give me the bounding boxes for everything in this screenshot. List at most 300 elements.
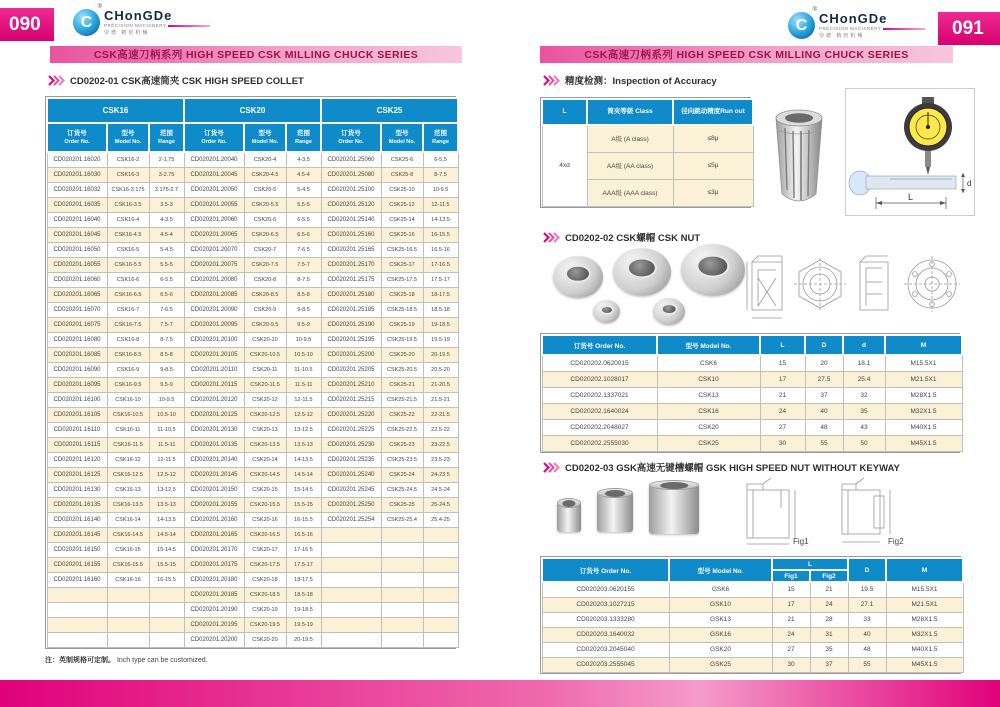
collet-cell: CSK16-6.5 [107, 287, 149, 302]
collet-cell: CD020201.16105 [47, 407, 107, 422]
gsk-cell: 31 [810, 627, 848, 642]
globe-icon: C ® [788, 12, 815, 39]
collet-cell: CSK20-17.5 [244, 557, 286, 572]
collet-cell: CSK25-10 [381, 182, 423, 197]
collet-cell: CD020201.16160 [47, 572, 107, 587]
collet-cell: CD020201.16100 [47, 392, 107, 407]
collet-cell: 11.5-11 [286, 377, 321, 392]
collet-cell: CD020201.16055 [47, 257, 107, 272]
collet-cell: 22.5-22 [423, 422, 458, 437]
section-title-text: 精度检测：Inspection of Accuracy [565, 76, 717, 87]
collet-cell: 12.5-12 [286, 407, 321, 422]
collet-row [47, 587, 458, 602]
collet-cell: CSK20-9 [244, 302, 286, 317]
collet-cell [149, 602, 184, 617]
nut-cell: M15.5X1 [885, 355, 962, 371]
dial-gauge-icon [846, 89, 974, 215]
collet-cell: CSK16-9.5 [107, 377, 149, 392]
nut-cell: 32 [843, 387, 885, 403]
collet-cell: CSK20-16.5 [244, 527, 286, 542]
collet-cell: 9-8.5 [149, 362, 184, 377]
collet-cell: 5-4.5 [286, 182, 321, 197]
collet-cell: CSK20-12.5 [244, 407, 286, 422]
collet-row [47, 347, 458, 362]
collet-cell: CSK20-11 [244, 362, 286, 377]
collet-cell: CD020201.25254 [321, 512, 381, 527]
collet-cell: CSK16-8 [107, 332, 149, 347]
nut-cell: 40 [805, 403, 843, 419]
collet-row [47, 362, 458, 377]
nut-header: L [760, 335, 805, 355]
collet-cell: 19.5-19 [423, 332, 458, 347]
gsk-cell: CD020203.1333280 [542, 612, 669, 627]
brand-name: CHonGDe [819, 11, 888, 26]
gsk-header: 型号 Model No. [669, 558, 772, 582]
gsk-cell: CD020203.1640032 [542, 627, 669, 642]
nut-row [542, 371, 962, 387]
runout-diagram [845, 88, 975, 216]
collet-cell: CD020201.25185 [321, 302, 381, 317]
collet-cell [149, 617, 184, 632]
gsk-header-row [542, 558, 963, 570]
collet-cell: CD020201.20125 [184, 407, 244, 422]
collet-cell: CD020201.16145 [47, 527, 107, 542]
collet-cell: 16-15.5 [423, 227, 458, 242]
collet-cell: CD020201.25230 [321, 437, 381, 452]
collet-row [47, 542, 458, 557]
collet-column-header: 型号 Model No. [244, 123, 286, 152]
collet-cell: CSK16-8.5 [107, 347, 149, 362]
collet-cell: 25.4-25 [423, 512, 458, 527]
collet-cell: CSK25-21.5 [381, 392, 423, 407]
section-title-accuracy [543, 73, 717, 87]
gsk-cell: CD020203.2555045 [542, 657, 669, 672]
collet-cell: CD020201.20045 [184, 167, 244, 182]
collet-cell: CSK20-17 [244, 542, 286, 557]
nut-cell: M32X1.5 [885, 403, 962, 419]
collet-cell [423, 527, 458, 542]
nut-cell: 48 [805, 419, 843, 435]
collet-table [45, 96, 456, 649]
collet-cell [321, 542, 381, 557]
nut-cell: 37 [805, 387, 843, 403]
collet-cell [423, 602, 458, 617]
collet-cell: CSK25-8 [381, 167, 423, 182]
collet-cell: 16.5-16 [423, 242, 458, 257]
collet-row [47, 227, 458, 242]
gsk-photo [557, 502, 581, 532]
collet-cell: 6.5-6 [286, 227, 321, 242]
series-banner-left: CSK高速刀柄系列 HIGH SPEED CSK MILLING CHUCK SERIES [50, 46, 462, 63]
nut-photo [653, 298, 685, 325]
gsk-cell: 40 [848, 627, 886, 642]
nut-photo [681, 244, 745, 296]
collet-cell: CSK25-23 [381, 437, 423, 452]
collet-cell: CD020201.20075 [184, 257, 244, 272]
collet-cell: CD020201.20200 [184, 632, 244, 647]
accuracy-runout-aa: ≤5μ [673, 152, 753, 179]
collet-cell: CSK25-17 [381, 257, 423, 272]
collet-cell: CSK25-18 [381, 287, 423, 302]
collet-cell: CSK16-13.5 [107, 497, 149, 512]
collet-cell: 16.5-16 [286, 527, 321, 542]
collet-cell: CD020201.16070 [47, 302, 107, 317]
nut-cell: 21 [760, 387, 805, 403]
collet-cell: CD020201.20135 [184, 437, 244, 452]
collet-cell: 16-15.5 [149, 572, 184, 587]
collet-row [47, 512, 458, 527]
collet-cell: 14-13.5 [286, 452, 321, 467]
collet-cell [321, 557, 381, 572]
gsk-cell: CD020203.1027215 [542, 597, 669, 612]
collet-cell: CD020201.20170 [184, 542, 244, 557]
dim-label-d: d [967, 179, 972, 188]
collet-row [47, 482, 458, 497]
gsk-header: 订货号 Order No. [542, 558, 669, 582]
collet-cell: CD020201.16035 [47, 197, 107, 212]
collet-row [47, 617, 458, 632]
collet-cell: CD020201.16032 [47, 182, 107, 197]
collet-cell: CD020201.25205 [321, 362, 381, 377]
gsk-cell: 33 [848, 612, 886, 627]
brand-logo-right [788, 7, 925, 39]
brand-name-cn: 崇德 精密机械 [819, 33, 865, 39]
nut-cell: 24 [760, 403, 805, 419]
collet-cell: CSK16-7 [107, 302, 149, 317]
collet-cell: CSK25-23.5 [381, 452, 423, 467]
collet-cell: CD020201.20105 [184, 347, 244, 362]
gsk-cell: 21 [810, 582, 848, 597]
gsk-cell: GSK25 [669, 657, 772, 672]
collet-cell: CSK16-3 [107, 167, 149, 182]
collet-cell: 24-23.5 [423, 467, 458, 482]
accuracy-header-row [542, 99, 753, 125]
collet-row [47, 242, 458, 257]
collet-cell: CSK20-9.5 [244, 317, 286, 332]
nut-cell: 15 [760, 355, 805, 371]
collet-cell: CSK20-8 [244, 272, 286, 287]
collet-row [47, 392, 458, 407]
nut-row [542, 435, 962, 451]
collet-cell: CD020201.16065 [47, 287, 107, 302]
chevrons-icon [543, 75, 560, 86]
collet-cell [381, 602, 423, 617]
csk-nut-drawings [742, 248, 964, 324]
nut-cell: CSK6 [657, 355, 760, 371]
brand-name-cn: 崇德 精密机械 [104, 30, 150, 36]
collet-column-header: 范围 Range [286, 123, 321, 152]
collet-cell: 8-7.5 [286, 272, 321, 287]
collet-cell [381, 587, 423, 602]
collet-cell: CD020201.25235 [321, 452, 381, 467]
collet-cell: 8.5-8 [149, 347, 184, 362]
collet-cell: CSK25-20 [381, 347, 423, 362]
accuracy-header-class: 筒夹等级 Class [587, 99, 673, 125]
collet-cell: CD020201.16110 [47, 422, 107, 437]
collet-cell: CD020201.25220 [321, 407, 381, 422]
brand-tagline: PRECISION MACHINERY [819, 26, 882, 31]
collet-group-header: CSK25 [321, 98, 458, 123]
nut-cell: CD020202.2048027 [542, 419, 657, 435]
right-page-number: 091 [938, 12, 1000, 45]
collet-cell: 6.5-6 [149, 287, 184, 302]
collet-cell: CD020201.20100 [184, 332, 244, 347]
collet-cell: CD020201.25120 [321, 197, 381, 212]
collet-cell: CD020201.20120 [184, 392, 244, 407]
gsk-cell: 27.1 [848, 597, 886, 612]
collet-cell: CD020201.16155 [47, 557, 107, 572]
gsk-cell: CD020203.0620155 [542, 582, 669, 597]
collet-cell: 4.5-4 [149, 227, 184, 242]
nut-header: 型号 Model No. [657, 335, 760, 355]
collet-cell [47, 602, 107, 617]
collet-cell: 9.5-9 [286, 317, 321, 332]
gsk-header: M [886, 558, 963, 582]
gsk-header-l: L [772, 558, 848, 570]
collet-cell: 11.5-11 [149, 437, 184, 452]
nut-cell: CD020202.0620015 [542, 355, 657, 371]
section-title-gsk-nut [543, 460, 900, 474]
nut-cell: 50 [843, 435, 885, 451]
collet-cell: CD020201.20055 [184, 197, 244, 212]
collet-cell: 21-20.5 [423, 377, 458, 392]
gsk-cell: 37 [810, 657, 848, 672]
nut-cell: M45X1.5 [885, 435, 962, 451]
collet-cell: 21.5-21 [423, 392, 458, 407]
collet-cell: CD020201.25170 [321, 257, 381, 272]
collet-row [47, 287, 458, 302]
collet-cell: CSK25-6 [381, 152, 423, 167]
gsk-cell: M15.5X1 [886, 582, 963, 597]
gsk-cell: 17 [772, 597, 810, 612]
collet-cell: 10.5-10 [149, 407, 184, 422]
gsk-subheader: Fig1 [772, 570, 810, 582]
collet-cell: 5.5-5 [286, 197, 321, 212]
collet-cell: 3.5-3 [149, 197, 184, 212]
collet-cell: CSK16-3.5 [107, 197, 149, 212]
collet-cell [47, 632, 107, 647]
collet-cell: CD020201.16080 [47, 332, 107, 347]
collet-cell: CD020201.16115 [47, 437, 107, 452]
collet-cell: 2-1.75 [149, 152, 184, 167]
collet-cell: CD020201.25060 [321, 152, 381, 167]
collet-cell: 8-7.5 [149, 332, 184, 347]
collet-cell [47, 587, 107, 602]
registered-mark: ® [97, 4, 102, 10]
collet-row [47, 602, 458, 617]
collet-cell: CD020201.20180 [184, 572, 244, 587]
nut-cell: CSK16 [657, 403, 760, 419]
nut-cell: 20 [805, 355, 843, 371]
nut-cell: CD020202.2555030 [542, 435, 657, 451]
collet-cell: 10-9.5 [423, 182, 458, 197]
collet-cell: 11-10.5 [286, 362, 321, 377]
gsk-cell: GSK16 [669, 627, 772, 642]
nut-header: M [885, 335, 962, 355]
collet-cell [47, 617, 107, 632]
collet-cell [149, 632, 184, 647]
collet-cell [423, 542, 458, 557]
collet-row [47, 527, 458, 542]
collet-row [47, 377, 458, 392]
collet-row [47, 272, 458, 287]
nut-cell: 25.4 [843, 371, 885, 387]
collet-cell: 15.5-15 [286, 497, 321, 512]
collet-row [47, 497, 458, 512]
collet-cell: CD020201.20060 [184, 212, 244, 227]
collet-row [47, 212, 458, 227]
brand-logo-left [73, 4, 210, 36]
collet-cell: 14-13.5 [423, 212, 458, 227]
gsk-cell: M28X1.5 [886, 612, 963, 627]
collet-cell: CSK25-16.5 [381, 242, 423, 257]
collet-cell: CSK25-14 [381, 212, 423, 227]
collet-cell: CD020201.20145 [184, 467, 244, 482]
section-title-text: CD0202-02 CSK螺帽 CSK NUT [565, 233, 701, 244]
collet-cell: CSK20-4 [244, 152, 286, 167]
nut-cell: 43 [843, 419, 885, 435]
collet-cell: CSK16-15 [107, 542, 149, 557]
collet-cell: CD020201.25200 [321, 347, 381, 362]
collet-cell: CD020201.25245 [321, 482, 381, 497]
collet-group-header: CSK16 [47, 98, 184, 123]
collet-row [47, 257, 458, 272]
brand-rule [883, 28, 925, 30]
gsk-cell: GSK6 [669, 582, 772, 597]
collet-cell: CSK16-13 [107, 482, 149, 497]
nut-photo [593, 300, 620, 323]
collet-cell: 20-19.5 [286, 632, 321, 647]
collet-cell: CSK20-19 [244, 602, 286, 617]
collet-cell [381, 572, 423, 587]
collet-column-header: 范围 Range [149, 123, 184, 152]
collet-cell: CD020201.16030 [47, 167, 107, 182]
collet-cell: CD020201.20165 [184, 527, 244, 542]
collet-cell: 9.5-9 [149, 377, 184, 392]
collet-cell: CSK16-12 [107, 452, 149, 467]
collet-cell: CD020201.25080 [321, 167, 381, 182]
collet-cell: CSK16-4 [107, 212, 149, 227]
collet-cell: 7-6.5 [286, 242, 321, 257]
collet-cell: CSK16-5 [107, 242, 149, 257]
collet-cell: CSK16-15.5 [107, 557, 149, 572]
collet-cell: CSK16-4.5 [107, 227, 149, 242]
collet-cell: CD020201.25250 [321, 497, 381, 512]
collet-group-header: CSK20 [184, 98, 321, 123]
collet-cell: CSK20-16 [244, 512, 286, 527]
collet-cell: CSK16-12.5 [107, 467, 149, 482]
collet-cell [107, 602, 149, 617]
collet-cell: CSK25-25.4 [381, 512, 423, 527]
collet-cell: CD020201.20190 [184, 602, 244, 617]
collet-cell: 17-16.5 [286, 542, 321, 557]
collet-cell: 18-17.5 [423, 287, 458, 302]
nut-row [542, 419, 962, 435]
collet-column-header: 订货号 Order No. [47, 123, 107, 152]
collet-cell: 13-12.5 [149, 482, 184, 497]
section-title-csk-nut [543, 230, 700, 244]
collet-cell: CD020201.20195 [184, 617, 244, 632]
collet-cell: CSK25-19.5 [381, 332, 423, 347]
bottom-accent-bar [0, 680, 1000, 707]
collet-cell: CD020201.25195 [321, 332, 381, 347]
collet-cell: 22-21.5 [423, 407, 458, 422]
accuracy-class-aa: AA级 (AA class) [587, 152, 673, 179]
gsk-nut-table [540, 556, 961, 674]
collet-row [47, 572, 458, 587]
collet-column-header: 型号 Model No. [381, 123, 423, 152]
collet-cell: CD020201.25190 [321, 317, 381, 332]
collet-cell: CSK20-13.5 [244, 437, 286, 452]
collet-cell: CSK20-14 [244, 452, 286, 467]
collet-cell: 18-17.5 [286, 572, 321, 587]
collet-cell: CD020201.25160 [321, 227, 381, 242]
collet-cell: 17.5-17 [423, 272, 458, 287]
brand-name: CHonGDe [104, 8, 173, 23]
collet-cell: CSK20-19.5 [244, 617, 286, 632]
collet-cell: CSK20-7.5 [244, 257, 286, 272]
collet-cell: 20.5-20 [423, 362, 458, 377]
gsk-cell: GSK13 [669, 612, 772, 627]
collet-row [47, 152, 458, 167]
collet-cell: CSK20-14.5 [244, 467, 286, 482]
collet-cell: 16-15.5 [286, 512, 321, 527]
gsk-cell: GSK20 [669, 642, 772, 657]
collet-cell: 8-7.5 [423, 167, 458, 182]
accuracy-row [542, 125, 753, 152]
collet-cell: 17.5-17 [286, 557, 321, 572]
collet-cell: CD020201.16135 [47, 497, 107, 512]
collet-cell: CSK16-3.175 [107, 182, 149, 197]
accuracy-header-runout: 径向跳动精度Run out [673, 99, 753, 125]
collet-cell: CSK20-15.5 [244, 497, 286, 512]
nut-cell: 30 [760, 435, 805, 451]
collet-cell: CSK25-18.5 [381, 302, 423, 317]
collet-cell: 14.5-14 [149, 527, 184, 542]
collet-cell: CD020201.25215 [321, 392, 381, 407]
collet-cell: 3.175-2.7 [149, 182, 184, 197]
collet-cell: CD020201.20155 [184, 497, 244, 512]
gsk-cell: 24 [772, 627, 810, 642]
collet-cell [381, 557, 423, 572]
collet-cell: CD020201.25100 [321, 182, 381, 197]
collet-cell [423, 617, 458, 632]
collet-column-header: 订货号 Order No. [184, 123, 244, 152]
collet-cell: CD020201.16140 [47, 512, 107, 527]
gsk-drawing-fig1 [733, 476, 823, 550]
collet-cell: 8.5-8 [286, 287, 321, 302]
collet-row [47, 557, 458, 572]
collet-cell: 13-12.5 [286, 422, 321, 437]
gsk-cell: 27 [772, 642, 810, 657]
nut-cell: 35 [843, 403, 885, 419]
section-title-text: CD0202-01 CSK高速筒夹 CSK HIGH SPEED COLLET [70, 76, 304, 87]
collet-row [47, 632, 458, 647]
collet-cell: CSK20-18.5 [244, 587, 286, 602]
collet-cell: 7-6.5 [149, 302, 184, 317]
collet-cell: CD020201.16075 [47, 317, 107, 332]
collet-cell: CSK20-15 [244, 482, 286, 497]
gsk-cell: 55 [848, 657, 886, 672]
collet-cell: CSK25-22 [381, 407, 423, 422]
collet-cell: CSK20-5.5 [244, 197, 286, 212]
chevrons-icon [543, 232, 560, 243]
collet-cell: 12-11.5 [149, 452, 184, 467]
collet-cell: 15-14.5 [149, 542, 184, 557]
collet-cell: CSK25-25 [381, 497, 423, 512]
gsk-cell: 21 [772, 612, 810, 627]
collet-cell: 12-11.5 [423, 197, 458, 212]
